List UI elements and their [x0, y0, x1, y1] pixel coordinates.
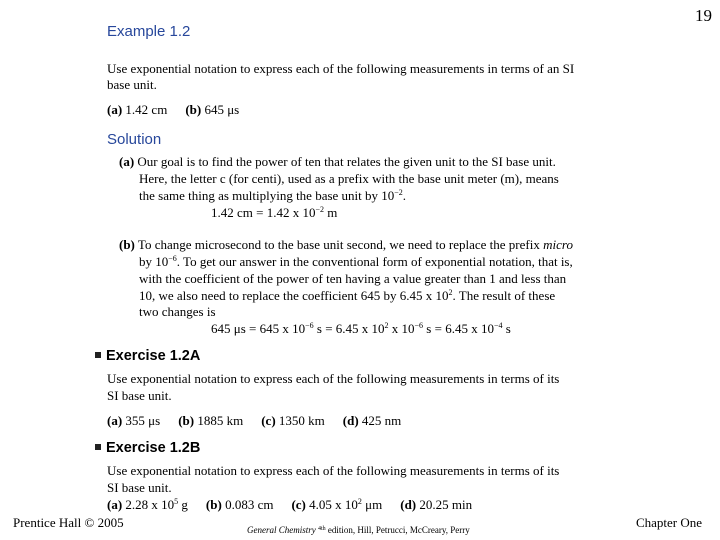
solution-b: two changes is: [139, 304, 216, 319]
exercise-a-text: Use exponential notation to express each of the following measurements in terms of its: [107, 371, 560, 386]
footer-chapter: Chapter One: [635, 515, 702, 530]
exercise-b-title: Exercise 1.2B: [95, 440, 200, 456]
page-number: 19: [695, 6, 712, 25]
bullet-icon: [95, 352, 101, 358]
footer-copyright: Prentice Hall © 2005: [13, 515, 124, 530]
example-title: Example 1.2: [107, 23, 191, 40]
exercise-b-text: Use exponential notation to express each of the following measurements in terms of its: [107, 463, 560, 478]
exercise-a-title: Exercise 1.2A: [95, 348, 200, 364]
solution-b: by $10^{-6}$. To get our answer in the conventional form of exponential notation, that is,: [139, 254, 573, 269]
solution-title: Solution: [107, 131, 162, 148]
solution-a: the same thing as multiplying the base unit by $10^{-2}$.: [139, 188, 407, 203]
footer-citation: General Chemistry $^{4th}$ edition, Hill, Petrucci, McCreary, Perry: [247, 525, 470, 535]
solution-a-equation: 1.42 cm = 1.42 x $10^{-2}$ m: [211, 205, 338, 220]
exercise-b-items: (a) 2.28 x $10^5$ g (b) 0.083 cm (c) 4.05 x $10^2$ μm (d) 20.25 min: [107, 497, 473, 512]
solution-b: 10, we also need to replace the coefficient 645 by 6.45 x $10^2$. The result of these: [139, 288, 556, 303]
exercise-a-items: (a) 355 μs (b) 1885 km (c) 1350 km (d) 425 nm: [107, 413, 402, 428]
bullet-icon: [95, 444, 101, 450]
exercise-a-text: SI base unit.: [107, 388, 172, 403]
solution-a: Here, the letter c (for centi), used as a prefix with the base unit meter (m), means: [139, 171, 559, 186]
exercise-b-text: SI base unit.: [107, 480, 172, 495]
solution-b: (b) To change microsecond to the base unit second, we need to replace the prefix micro: [119, 237, 573, 252]
solution-b-equation: 645 μs = 645 x $10^{-6}$ s = 6.45 x $10^2$ x $10^{-6}$ s = 6.45 x $10^{-4}$ s: [211, 321, 511, 336]
solution-a: (a) Our goal is to find the power of ten that relates the given unit to the SI base unit.: [119, 154, 556, 169]
intro-line: base unit.: [107, 77, 157, 92]
solution-b: with the coefficient of the power of ten having a value greater than 1 and less than: [139, 271, 567, 286]
intro-line: Use exponential notation to express each of the following measurements in terms of an SI: [107, 61, 575, 76]
example-parts: (a) 1.42 cm (b) 645 μs: [107, 102, 240, 117]
